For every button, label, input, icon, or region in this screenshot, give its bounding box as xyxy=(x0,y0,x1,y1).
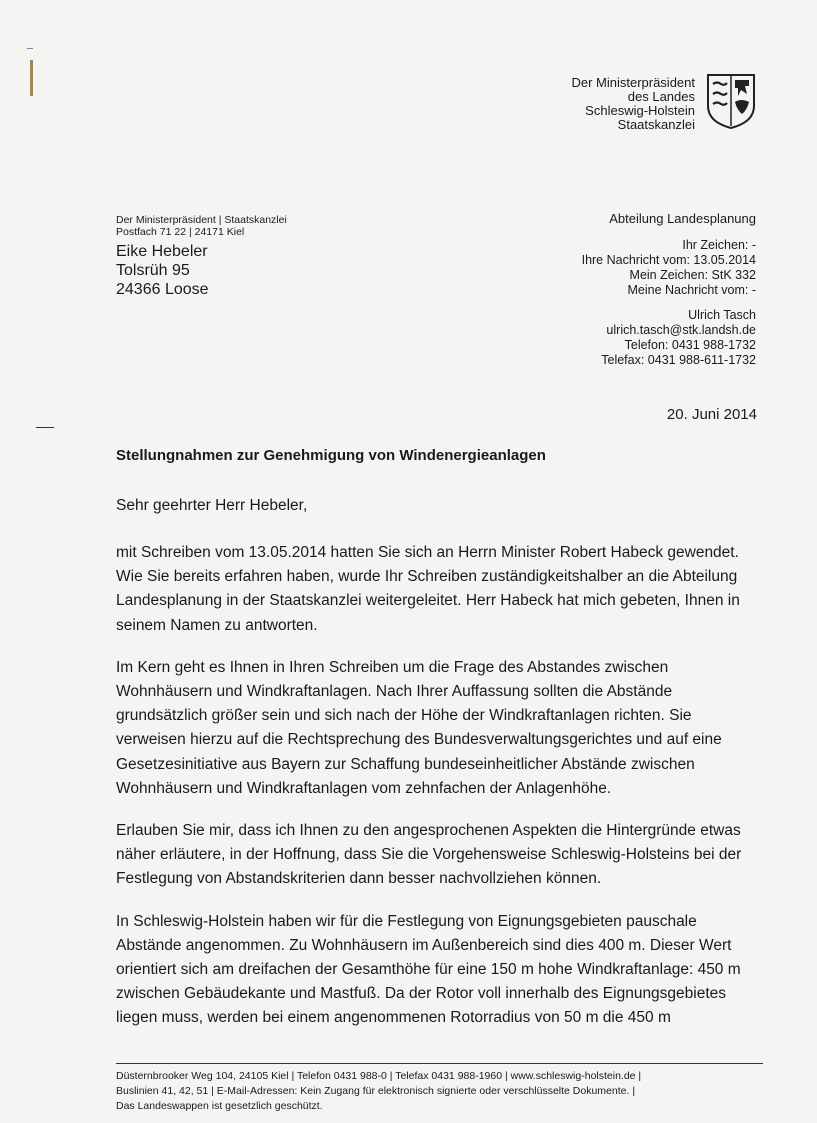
footer-line: Buslinien 41, 42, 51 | E-Mail-Adressen: Kein Zugang für elektronisch signierte oder verschlüsselte Dokumente. | xyxy=(116,1085,636,1097)
paragraph: Im Kern geht es Ihnen in Ihren Schreiben um die Frage des Abstandes zwischen Wohnhäusern und Windkraftanlagen. Nach Ihrer Auffassung sollten die Abstände grundsätzlich größer sein und sich nach der Höhe der Windkraftanlagen richten. Sie verweisen hierzu auf die Rechtsprechung des Bundesverwaltungsgerichtes und auf eine Gesetzesinitiative aus Bayern zur Schaffung bundeseinheitlicher Abstände zwischen Wohnhäusern und Windkraftanlagen vom zehnfachen der Anlagenhöhe. xyxy=(116,658,722,797)
recipient-street: Tolsrüh 95 xyxy=(116,262,190,279)
staple-mark xyxy=(30,60,33,96)
coat-of-arms-icon xyxy=(705,72,757,130)
sender-return-address xyxy=(116,214,287,238)
recipient-name: Eike Hebeler xyxy=(116,243,208,260)
letterhead-line: Schleswig-Holstein xyxy=(585,103,695,118)
scan-mark xyxy=(27,48,33,49)
department: Abteilung Landesplanung xyxy=(609,211,756,226)
salutation: Sehr geehrter Herr Hebeler, xyxy=(116,497,308,514)
contact-fax: Telefax: 0431 988-611-1732 xyxy=(601,353,756,367)
paragraph: Erlauben Sie mir, dass ich Ihnen zu den angesprochenen Aspekten die Hintergründe etwas näher erläutere, in der Hoffnung, dass Sie die Vorgehensweise Schleswig-Holsteins bei der Festlegung von Abstandskriterien dann besser nachvollziehen können. xyxy=(116,822,742,888)
sender-line: Der Ministerpräsident | Staatskanzlei xyxy=(116,214,287,226)
footer-line: Das Landeswappen ist gesetzlich geschützt. xyxy=(116,1100,323,1112)
ref-ihr-zeichen: Ihr Zeichen: - xyxy=(682,238,756,252)
recipient-city: 24366 Loose xyxy=(116,281,209,298)
recipient-address xyxy=(116,242,209,299)
contact-name: Ulrich Tasch xyxy=(688,308,756,322)
footer xyxy=(116,1069,641,1114)
letterhead xyxy=(571,76,695,132)
letterhead-line: Der Ministerpräsident xyxy=(571,75,695,90)
letter-date: 20. Juni 2014 xyxy=(666,406,757,423)
footer-divider xyxy=(116,1063,763,1064)
letter-subject: Stellungnahmen zur Genehmigung von Windenergieanlagen xyxy=(116,447,546,464)
paragraph: In Schleswig-Holstein haben wir für die Festlegung von Eignungsgebieten pauschale Abstände angenommen. Zu Wohnhäusern im Außenbereich sind dies 400 m. Dieser Wert orientiert sich am dreifachen der Gesamthöhe für eine 150 m hohe Windkraftanlage: 450 m zwischen Gebäudekante und Mastfuß. Da der Rotor voll innerhalb des Eignungsgebietes liegen muss, werden bei einem angenommenen Rotorradius von 50 m die 450 m xyxy=(116,912,741,1027)
ref-meine-nachricht: Meine Nachricht vom: - xyxy=(627,283,756,297)
sender-line: Postfach 71 22 | 24171 Kiel xyxy=(116,226,245,238)
ref-mein-zeichen: Mein Zeichen: StK 332 xyxy=(629,268,756,282)
contact-email: ulrich.tasch@stk.landsh.de xyxy=(606,323,756,337)
ref-ihre-nachricht: Ihre Nachricht vom: 13.05.2014 xyxy=(581,253,756,267)
letterhead-line: Staatskanzlei xyxy=(617,117,695,132)
contact-phone: Telefon: 0431 988-1732 xyxy=(624,338,756,352)
letterhead-line: des Landes xyxy=(627,89,695,104)
fold-mark xyxy=(36,427,54,428)
reference-block xyxy=(582,238,756,298)
letter-body xyxy=(116,541,761,1049)
contact-block xyxy=(601,308,756,368)
paragraph: mit Schreiben vom 13.05.2014 hatten Sie sich an Herrn Minister Robert Habeck gewendet. Wie Sie bereits erfahren haben, wurde Ihr Schreiben zuständigkeitshalber an die Abteilung Landesplanung in der Staatskanzlei weitergeleitet. Herr Habeck hat mich gebeten, Ihnen in seinem Namen zu antworten. xyxy=(116,544,740,634)
footer-line: Düsternbrooker Weg 104, 24105 Kiel | Telefon 0431 988-0 | Telefax 0431 988-1960 | www.schleswig-holstein.de | xyxy=(116,1070,642,1082)
